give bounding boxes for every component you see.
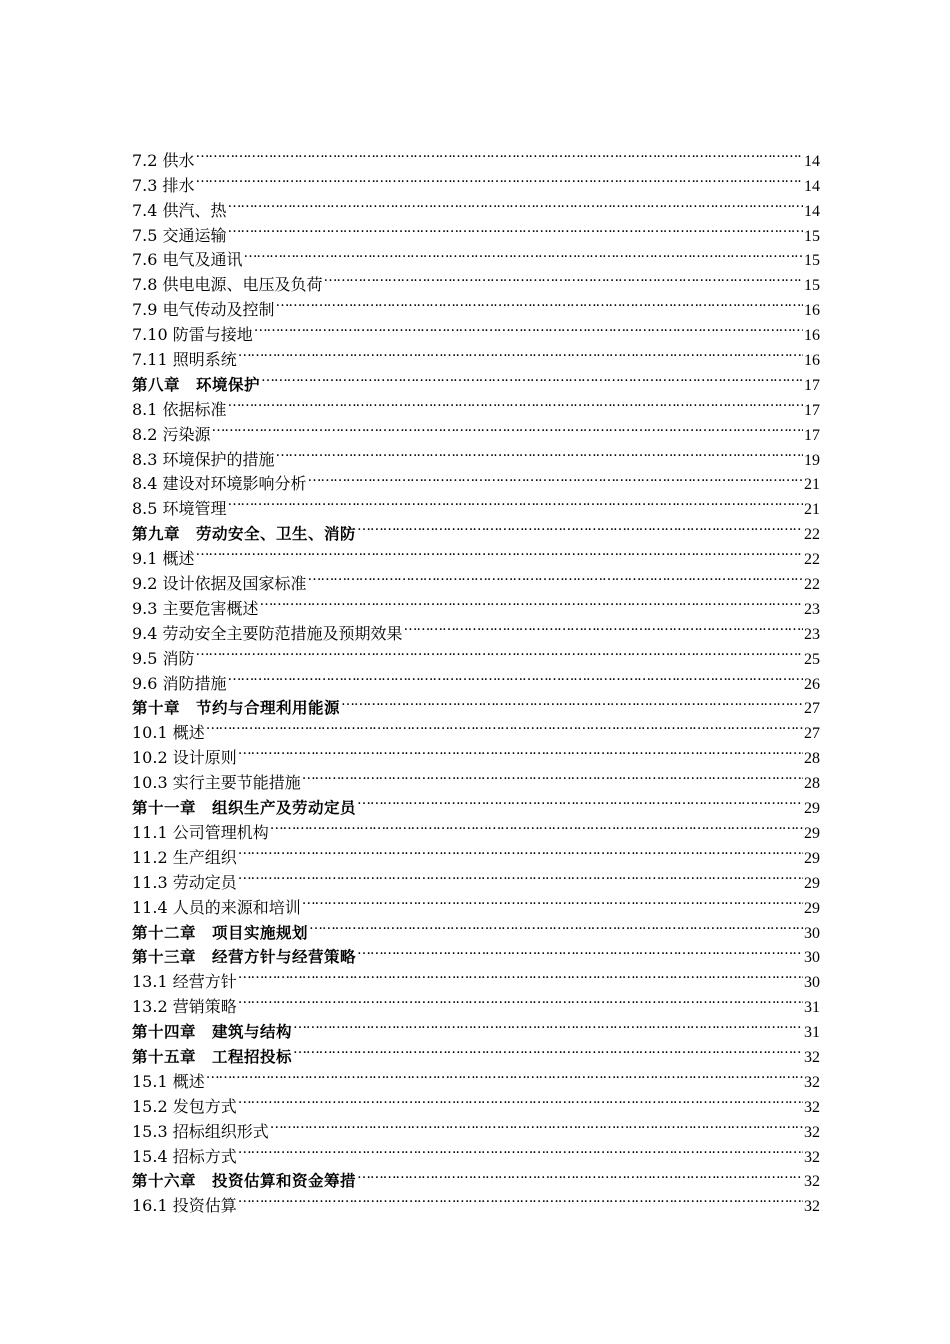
toc-dot-leader [270,813,803,838]
toc-page-number: 29 [804,849,820,867]
toc-entry-title: 7.10 防雷与接地 [132,325,253,345]
toc-dot-leader [293,1037,803,1062]
toc-page-number: 15 [804,252,820,270]
toc-page-number: 23 [804,600,820,618]
toc-section-entry[interactable] [132,639,820,668]
toc-section-entry[interactable] [132,191,820,220]
toc-page-number: 17 [804,401,820,419]
toc-entry-title: 9.4 劳动安全主要防范措施及预期效果 [132,623,403,643]
toc-entry-title: 第十章 节约与合理利用能源 [132,699,341,718]
toc-dot-leader [228,664,803,689]
toc-dot-leader [302,763,803,788]
toc-dot-leader [404,614,803,639]
toc-dot-leader [228,390,803,415]
toc-entry-title: 8.3 环境保护的措施 [132,449,275,469]
toc-page-number: 31 [804,1024,820,1042]
toc-section-entry[interactable] [132,1062,820,1091]
toc-page-number: 32 [804,1098,820,1116]
toc-page-number: 30 [804,924,820,942]
toc-section-entry[interactable] [132,241,820,270]
toc-entry-title: 10.1 概述 [132,723,205,743]
toc-dot-leader [196,639,803,664]
toc-page-number: 14 [804,152,820,170]
toc-dot-leader [238,863,803,888]
toc-dot-leader [228,216,803,241]
toc-page-number: 14 [804,177,820,195]
toc-dot-leader [341,689,803,714]
toc-entry-title: 9.6 消防措施 [132,673,227,693]
toc-page-number: 32 [804,1123,820,1141]
toc-page-number: 16 [804,327,820,345]
toc-section-entry[interactable] [132,539,820,569]
toc-dot-leader [276,290,803,315]
toc-section-entry[interactable] [132,664,820,693]
toc-page-number: 32 [804,1048,820,1066]
toc-page-number: 17 [804,426,820,444]
toc-page-number: 32 [804,1198,820,1216]
toc-page-number: 15 [804,277,820,295]
toc-dot-leader [238,962,803,987]
toc-entry-title: 第十六章 投资估算和资金筹措 [132,1172,357,1191]
toc-section-entry[interactable] [132,141,820,170]
toc-page-number: 17 [804,376,820,394]
toc-dot-leader [357,514,803,539]
toc-page-number: 22 [804,576,820,594]
toc-page-number: 28 [804,750,820,768]
toc-entry-title: 15.1 概述 [132,1071,205,1091]
toc-page-number: 31 [804,999,820,1017]
toc-section-entry[interactable] [132,713,820,743]
toc-page-number: 26 [804,675,820,693]
toc-entry-title: 第十三章 经营方针与经营策略 [132,948,357,967]
toc-dot-leader [206,1062,803,1087]
toc-dot-leader [238,1186,803,1211]
toc-page-number: 30 [804,949,820,967]
toc-dot-leader [254,315,803,340]
toc-dot-leader [238,1137,803,1162]
toc-page-number: 19 [804,451,820,469]
toc-entry-title: 11.3 劳动定员 [132,872,237,892]
toc-section-entry[interactable] [132,1087,820,1116]
toc-entry-title: 第九章 劳动安全、卫生、消防 [132,525,357,544]
toc-entry-title: 10.2 设计原则 [132,748,237,768]
toc-page-number: 27 [804,725,820,743]
table-of-contents [132,141,820,1216]
toc-dot-leader [357,938,803,963]
toc-page-number: 15 [804,227,820,245]
toc-entry-title: 第十一章 组织生产及劳动定员 [132,799,357,818]
toc-dot-leader [206,713,803,738]
toc-dot-leader [238,838,803,863]
toc-dot-leader [196,141,803,166]
toc-section-entry[interactable] [132,564,820,594]
toc-dot-leader [238,1087,803,1112]
toc-section-entry[interactable] [132,415,820,444]
toc-entry-title: 第十四章 建筑与结构 [132,1023,293,1042]
toc-page-number: 29 [804,800,820,818]
toc-page-number: 21 [804,476,820,494]
toc-dot-leader [308,465,803,490]
toc-section-entry[interactable] [132,489,820,519]
toc-entry-title: 7.11 照明系统 [132,350,237,370]
toc-dot-leader [302,888,803,913]
toc-dot-leader [357,788,803,813]
toc-entry-title: 9.3 主要危害概述 [132,598,259,618]
toc-entry-title: 8.5 环境管理 [132,499,227,519]
toc-section-entry[interactable] [132,440,820,469]
toc-dot-leader [293,1012,803,1037]
toc-section-entry[interactable] [132,738,820,768]
toc-entry-title: 8.1 依据标准 [132,399,227,419]
toc-entry-title: 7.8 供电电源、电压及负荷 [132,275,323,295]
toc-dot-leader [228,191,803,216]
toc-entry-title: 第八章 环境保护 [132,375,261,394]
toc-entry-title: 10.3 实行主要节能措施 [132,773,301,793]
toc-entry-title: 15.2 发包方式 [132,1096,237,1116]
toc-entry-title: 7.4 供汽、热 [132,200,227,220]
toc-dot-leader [244,241,803,266]
toc-entry-title: 7.9 电气传动及控制 [132,300,275,320]
toc-page-number: 23 [804,625,820,643]
toc-dot-leader [357,1162,803,1187]
toc-entry-title: 13.1 经营方针 [132,972,237,992]
toc-chapter-entry[interactable] [132,514,820,544]
toc-page-number: 32 [804,1148,820,1166]
toc-entry-title: 8.2 污染源 [132,424,211,444]
toc-section-entry[interactable] [132,390,820,419]
toc-dot-leader [228,489,803,514]
toc-entry-title: 13.2 营销策略 [132,997,237,1017]
toc-entry-title: 16.1 投资估算 [132,1196,237,1216]
toc-dot-leader [238,340,803,365]
toc-dot-leader [309,913,803,938]
toc-entry-title: 7.2 供水 [132,150,195,170]
toc-entry-title: 9.2 设计依据及国家标准 [132,574,307,594]
toc-dot-leader [196,539,803,564]
toc-dot-leader [260,589,803,614]
toc-page-number: 14 [804,202,820,220]
toc-page-number: 32 [804,1173,820,1191]
toc-page-number: 29 [804,824,820,842]
toc-chapter-entry[interactable] [132,689,820,718]
toc-entry-title: 11.2 生产组织 [132,847,237,867]
toc-dot-leader [196,166,803,191]
toc-dot-leader [238,987,803,1012]
toc-page-number: 27 [804,700,820,718]
toc-dot-leader [324,265,803,290]
toc-entry-title: 9.5 消防 [132,648,195,668]
toc-entry-title: 第十五章 工程招投标 [132,1047,293,1066]
toc-section-entry[interactable] [132,216,820,245]
toc-entry-title: 15.4 招标方式 [132,1146,237,1166]
toc-page-number: 28 [804,775,820,793]
toc-entry-title: 7.6 电气及通讯 [132,250,243,270]
toc-section-entry[interactable] [132,166,820,195]
toc-entry-title: 8.4 建设对环境影响分析 [132,474,307,494]
toc-dot-leader [212,415,803,440]
toc-entry-title: 11.1 公司管理机构 [132,822,269,842]
toc-entry-title: 7.3 排水 [132,175,195,195]
toc-entry-title: 9.1 概述 [132,549,195,569]
toc-page-number: 22 [804,526,820,544]
toc-entry-title: 第十二章 项目实施规划 [132,923,309,942]
toc-dot-leader [308,564,803,589]
toc-dot-leader [270,1112,803,1137]
toc-page-number: 22 [804,551,820,569]
toc-page-number: 21 [804,501,820,519]
toc-entry-title: 15.3 招标组织形式 [132,1121,269,1141]
toc-page-number: 32 [804,1073,820,1091]
toc-entry-title: 7.5 交通运输 [132,225,227,245]
toc-page-number: 16 [804,302,820,320]
toc-page-number: 30 [804,974,820,992]
toc-dot-leader [276,440,803,465]
toc-page-number: 29 [804,874,820,892]
toc-page-number: 25 [804,650,820,668]
toc-dot-leader [261,365,803,390]
toc-page-number: 16 [804,352,820,370]
toc-dot-leader [238,738,803,763]
toc-page-number: 29 [804,899,820,917]
toc-entry-title: 11.4 人员的来源和培训 [132,897,301,917]
